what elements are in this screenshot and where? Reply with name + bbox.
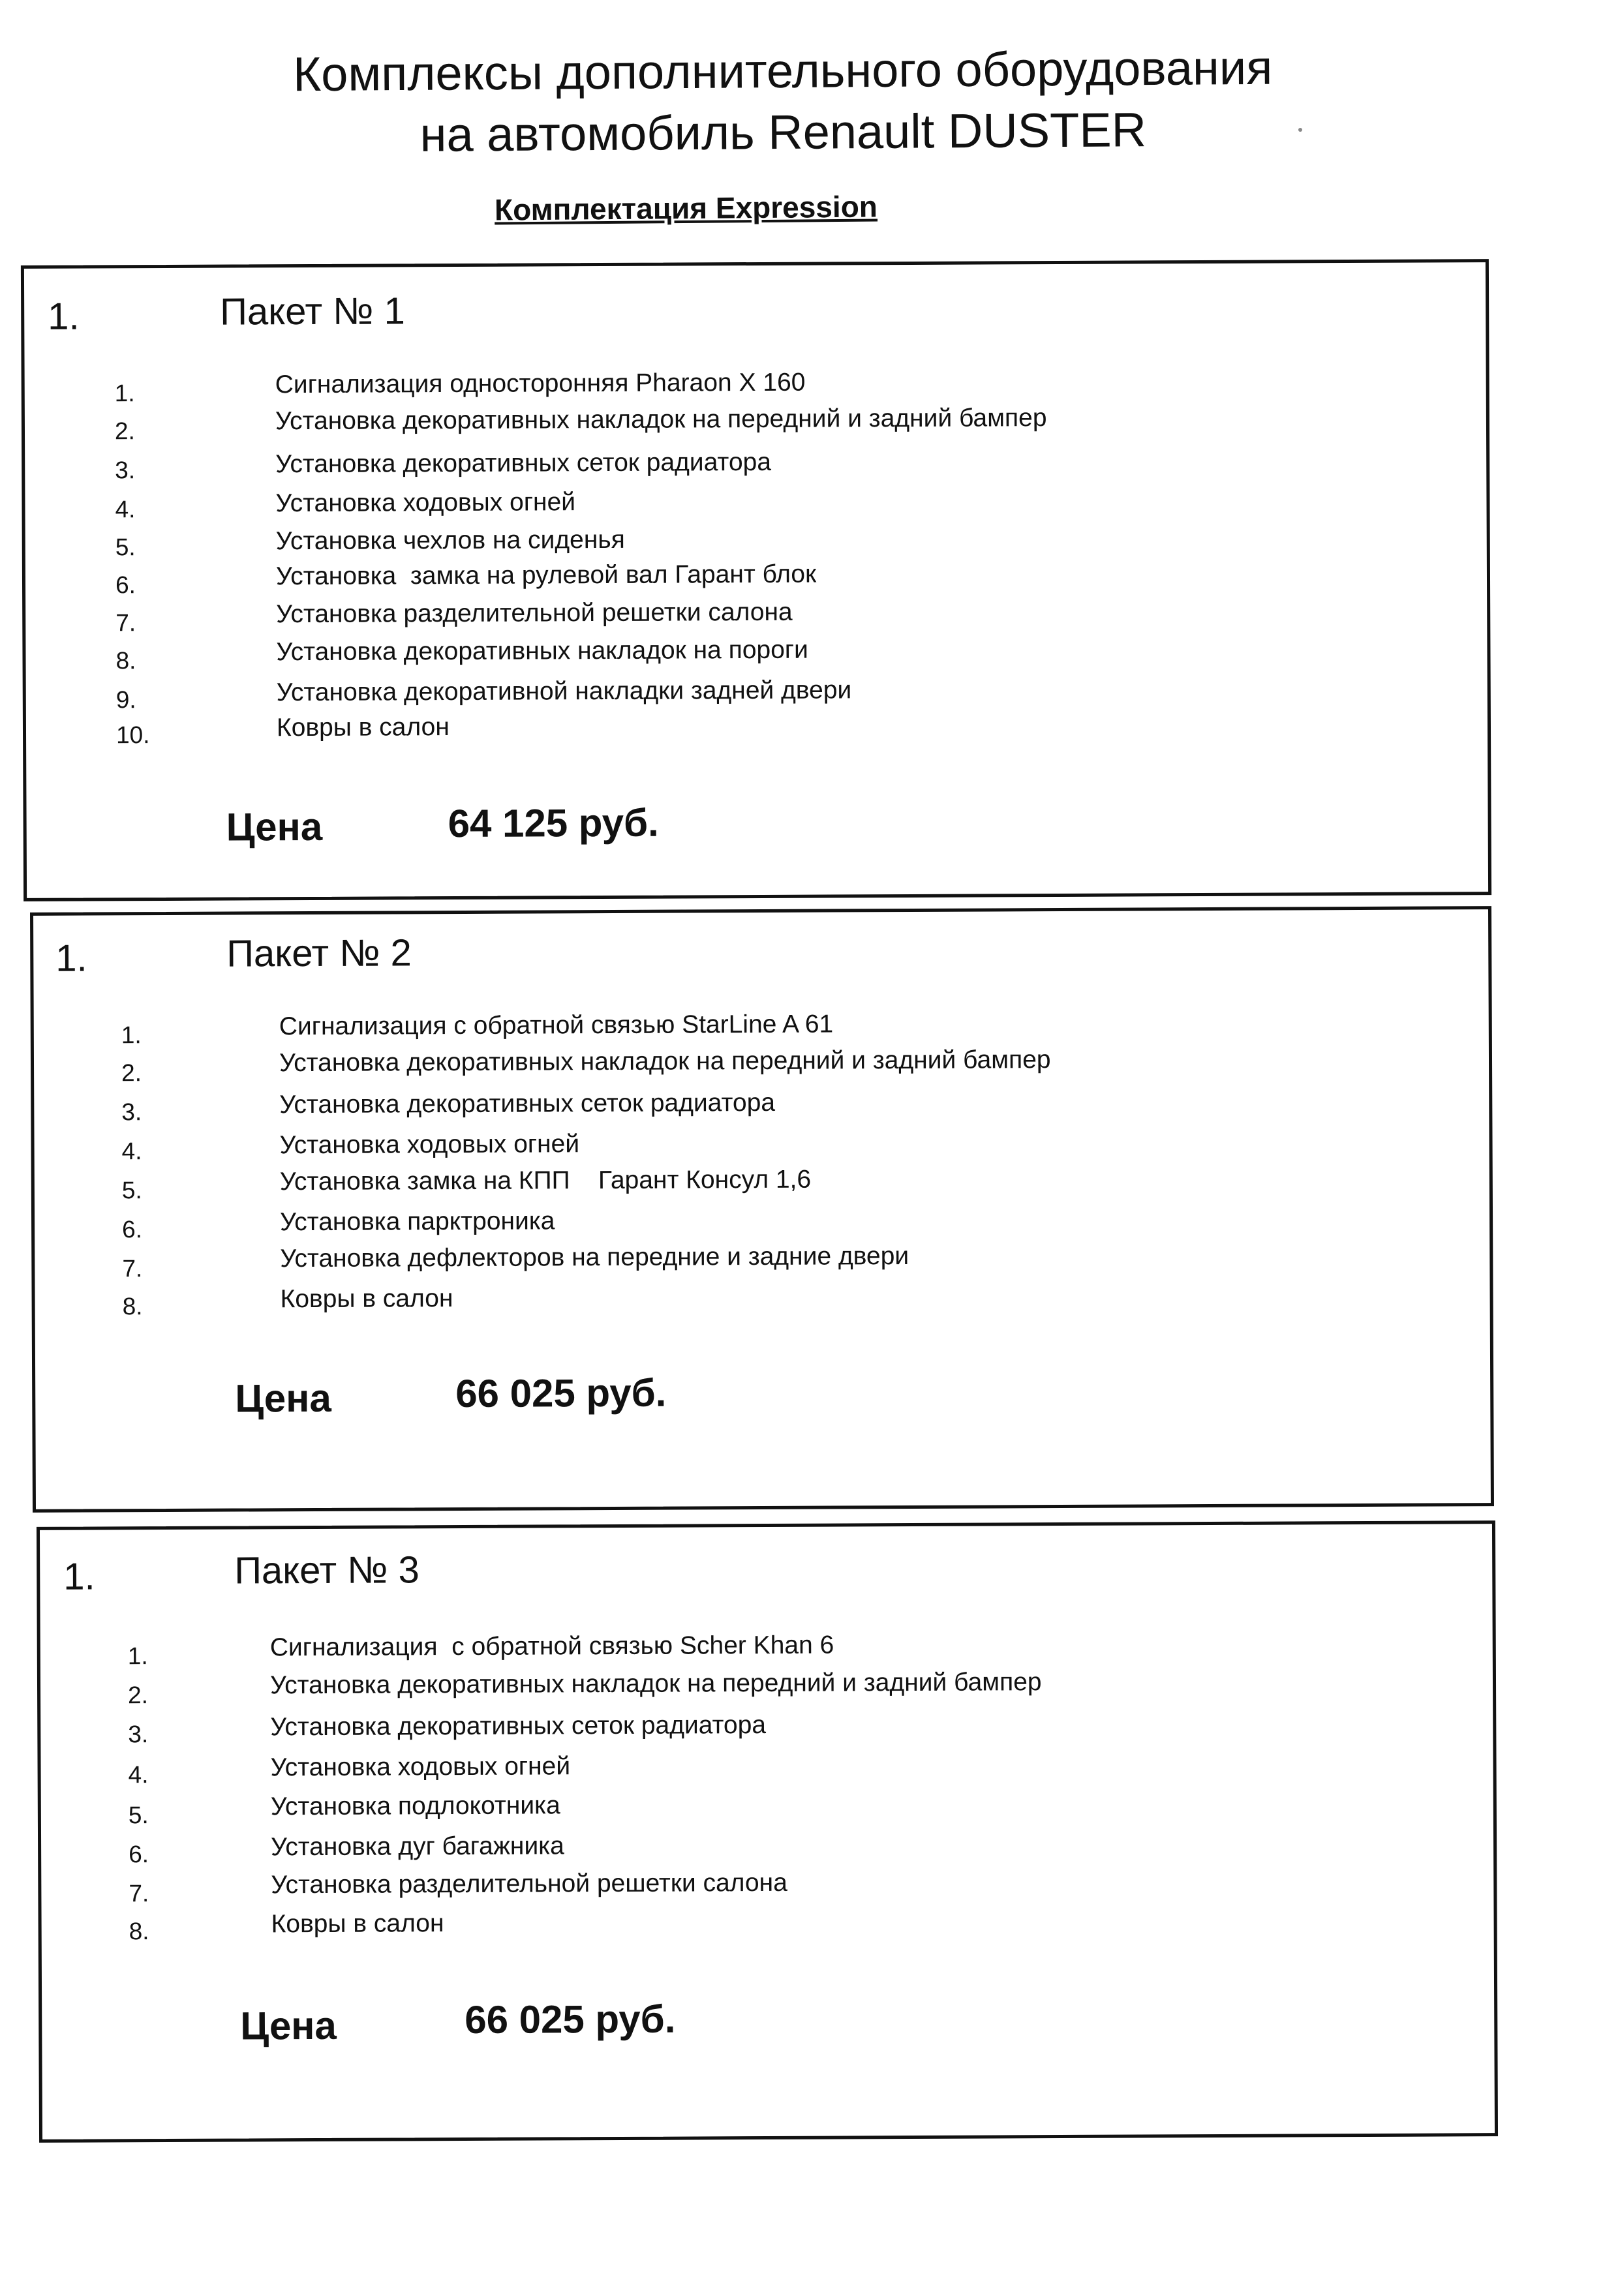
package-3-item-number: 2. bbox=[127, 1682, 149, 1709]
package-2-price-value: 66 025 руб. bbox=[455, 1370, 667, 1416]
package-1-item-text: Установка разделительной решетки салона bbox=[276, 597, 793, 629]
package-1-items bbox=[24, 262, 1488, 898]
package-3-item-text: Сигнализация с обратной связью Scher Khan 6 bbox=[269, 1631, 834, 1662]
package-1-item-text: Сигнализация односторонняя Pharaon X 160 bbox=[275, 368, 806, 399]
package-3-item-number: 7. bbox=[129, 1880, 149, 1907]
package-2-item-number: 7. bbox=[122, 1255, 143, 1282]
package-1-item-number: 1. bbox=[114, 380, 135, 407]
package-3-number: 1. bbox=[63, 1555, 95, 1598]
package-1-item-text: Установка декоративной накладки задней двери bbox=[276, 676, 852, 707]
package-3-price-value: 66 025 руб. bbox=[465, 1997, 676, 2042]
page-title bbox=[0, 35, 1566, 169]
package-2-item-text: Установка дефлекторов на передние и задние двери bbox=[280, 1242, 909, 1273]
package-2-item-number: 8. bbox=[122, 1293, 143, 1320]
scan-speck bbox=[1298, 128, 1302, 132]
package-3-item-number: 3. bbox=[128, 1721, 149, 1748]
package-1-item-text: Установка декоративных сеток радиатора bbox=[275, 447, 772, 479]
package-2-item-number: 4. bbox=[121, 1138, 142, 1165]
package-1-item-number: 9. bbox=[115, 686, 136, 714]
package-2-title: Пакет № 2 bbox=[226, 931, 412, 975]
package-2-item-number: 6. bbox=[122, 1216, 143, 1243]
package-3-item-text: Установка разделительной решетки салона bbox=[271, 1868, 787, 1899]
package-2-item-text: Установка замка на КПП Гарант Консул 1,6 bbox=[279, 1165, 812, 1196]
package-1-price-value: 64 125 руб. bbox=[448, 800, 659, 846]
package-1-number: 1. bbox=[48, 295, 80, 338]
package-1-box bbox=[21, 259, 1491, 901]
package-2-item-text: Установка парктроника bbox=[279, 1207, 555, 1237]
package-1-item-text: Установка декоративных накладок на пороги bbox=[276, 635, 808, 667]
trim-level-heading: Комплектация Expression bbox=[494, 189, 878, 227]
package-3-item-text: Установка подлокотника bbox=[270, 1791, 560, 1821]
package-1-item-text: Установка ходовых огней bbox=[275, 488, 576, 518]
package-2-item-text: Ковры в салон bbox=[280, 1284, 453, 1314]
package-2-item-number: 5. bbox=[121, 1177, 142, 1204]
package-1-item-number: 2. bbox=[114, 417, 135, 445]
package-2-number: 1. bbox=[55, 937, 87, 980]
package-2-price-label: Цена bbox=[235, 1376, 331, 1421]
package-1-item-number: 6. bbox=[115, 571, 136, 599]
package-3-item-number: 4. bbox=[128, 1761, 149, 1789]
package-3-item-text: Установка декоративных сеток радиатора bbox=[270, 1711, 767, 1742]
package-1-item-text: Установка декоративных накладок на передний и задний бампер bbox=[275, 404, 1047, 436]
package-3-item-text: Ковры в салон bbox=[271, 1909, 444, 1939]
package-2-item-text: Установка декоративных накладок на передний и задний бампер bbox=[279, 1046, 1051, 1078]
package-1-item-number: 4. bbox=[115, 496, 136, 523]
package-2-item-number: 3. bbox=[121, 1098, 142, 1126]
package-1-price-label: Цена bbox=[226, 804, 323, 849]
package-1-item-number: 7. bbox=[115, 609, 136, 637]
package-3-item-number: 5. bbox=[128, 1802, 149, 1829]
package-3-item-text: Установка дуг багажника bbox=[271, 1832, 564, 1862]
package-1-item-text: Установка чехлов на сиденья bbox=[275, 525, 625, 556]
package-3-price-label: Цена bbox=[240, 2003, 337, 2048]
page-title-line-2: на автомобиль Renault DUSTER bbox=[420, 102, 1147, 162]
package-3-item-text: Установка декоративных накладок на передний и задний бампер bbox=[269, 1668, 1042, 1700]
package-1-item-number: 5. bbox=[115, 534, 136, 561]
package-1-item-number: 8. bbox=[115, 647, 136, 674]
package-3-item-number: 8. bbox=[129, 1918, 149, 1945]
package-2-item-text: Установка декоративных сеток радиатора bbox=[279, 1088, 776, 1119]
package-3-title: Пакет № 3 bbox=[234, 1548, 420, 1592]
package-1-item-number: 3. bbox=[115, 457, 136, 484]
package-2-item-text: Сигнализация с обратной связью StarLine A 61 bbox=[279, 1010, 834, 1041]
package-3-item-number: 1. bbox=[127, 1642, 148, 1670]
package-1-item-text: Ковры в салон bbox=[276, 713, 450, 742]
package-2-box bbox=[30, 906, 1494, 1513]
package-3-box bbox=[37, 1520, 1498, 2143]
package-3-item-number: 6. bbox=[129, 1841, 149, 1868]
package-2-item-number: 2. bbox=[121, 1059, 142, 1087]
package-1-title: Пакет № 1 bbox=[220, 290, 405, 333]
package-3-item-text: Установка ходовых огней bbox=[270, 1752, 571, 1782]
package-1-item-text: Установка замка на рулевой вал Гарант блок bbox=[275, 560, 817, 591]
package-2-item-text: Установка ходовых огней bbox=[279, 1130, 580, 1160]
page-title-line-1: Комплексы дополнительного оборудования bbox=[292, 40, 1273, 102]
package-1-item-number: 10. bbox=[115, 721, 150, 749]
package-2-item-number: 1. bbox=[121, 1021, 142, 1049]
